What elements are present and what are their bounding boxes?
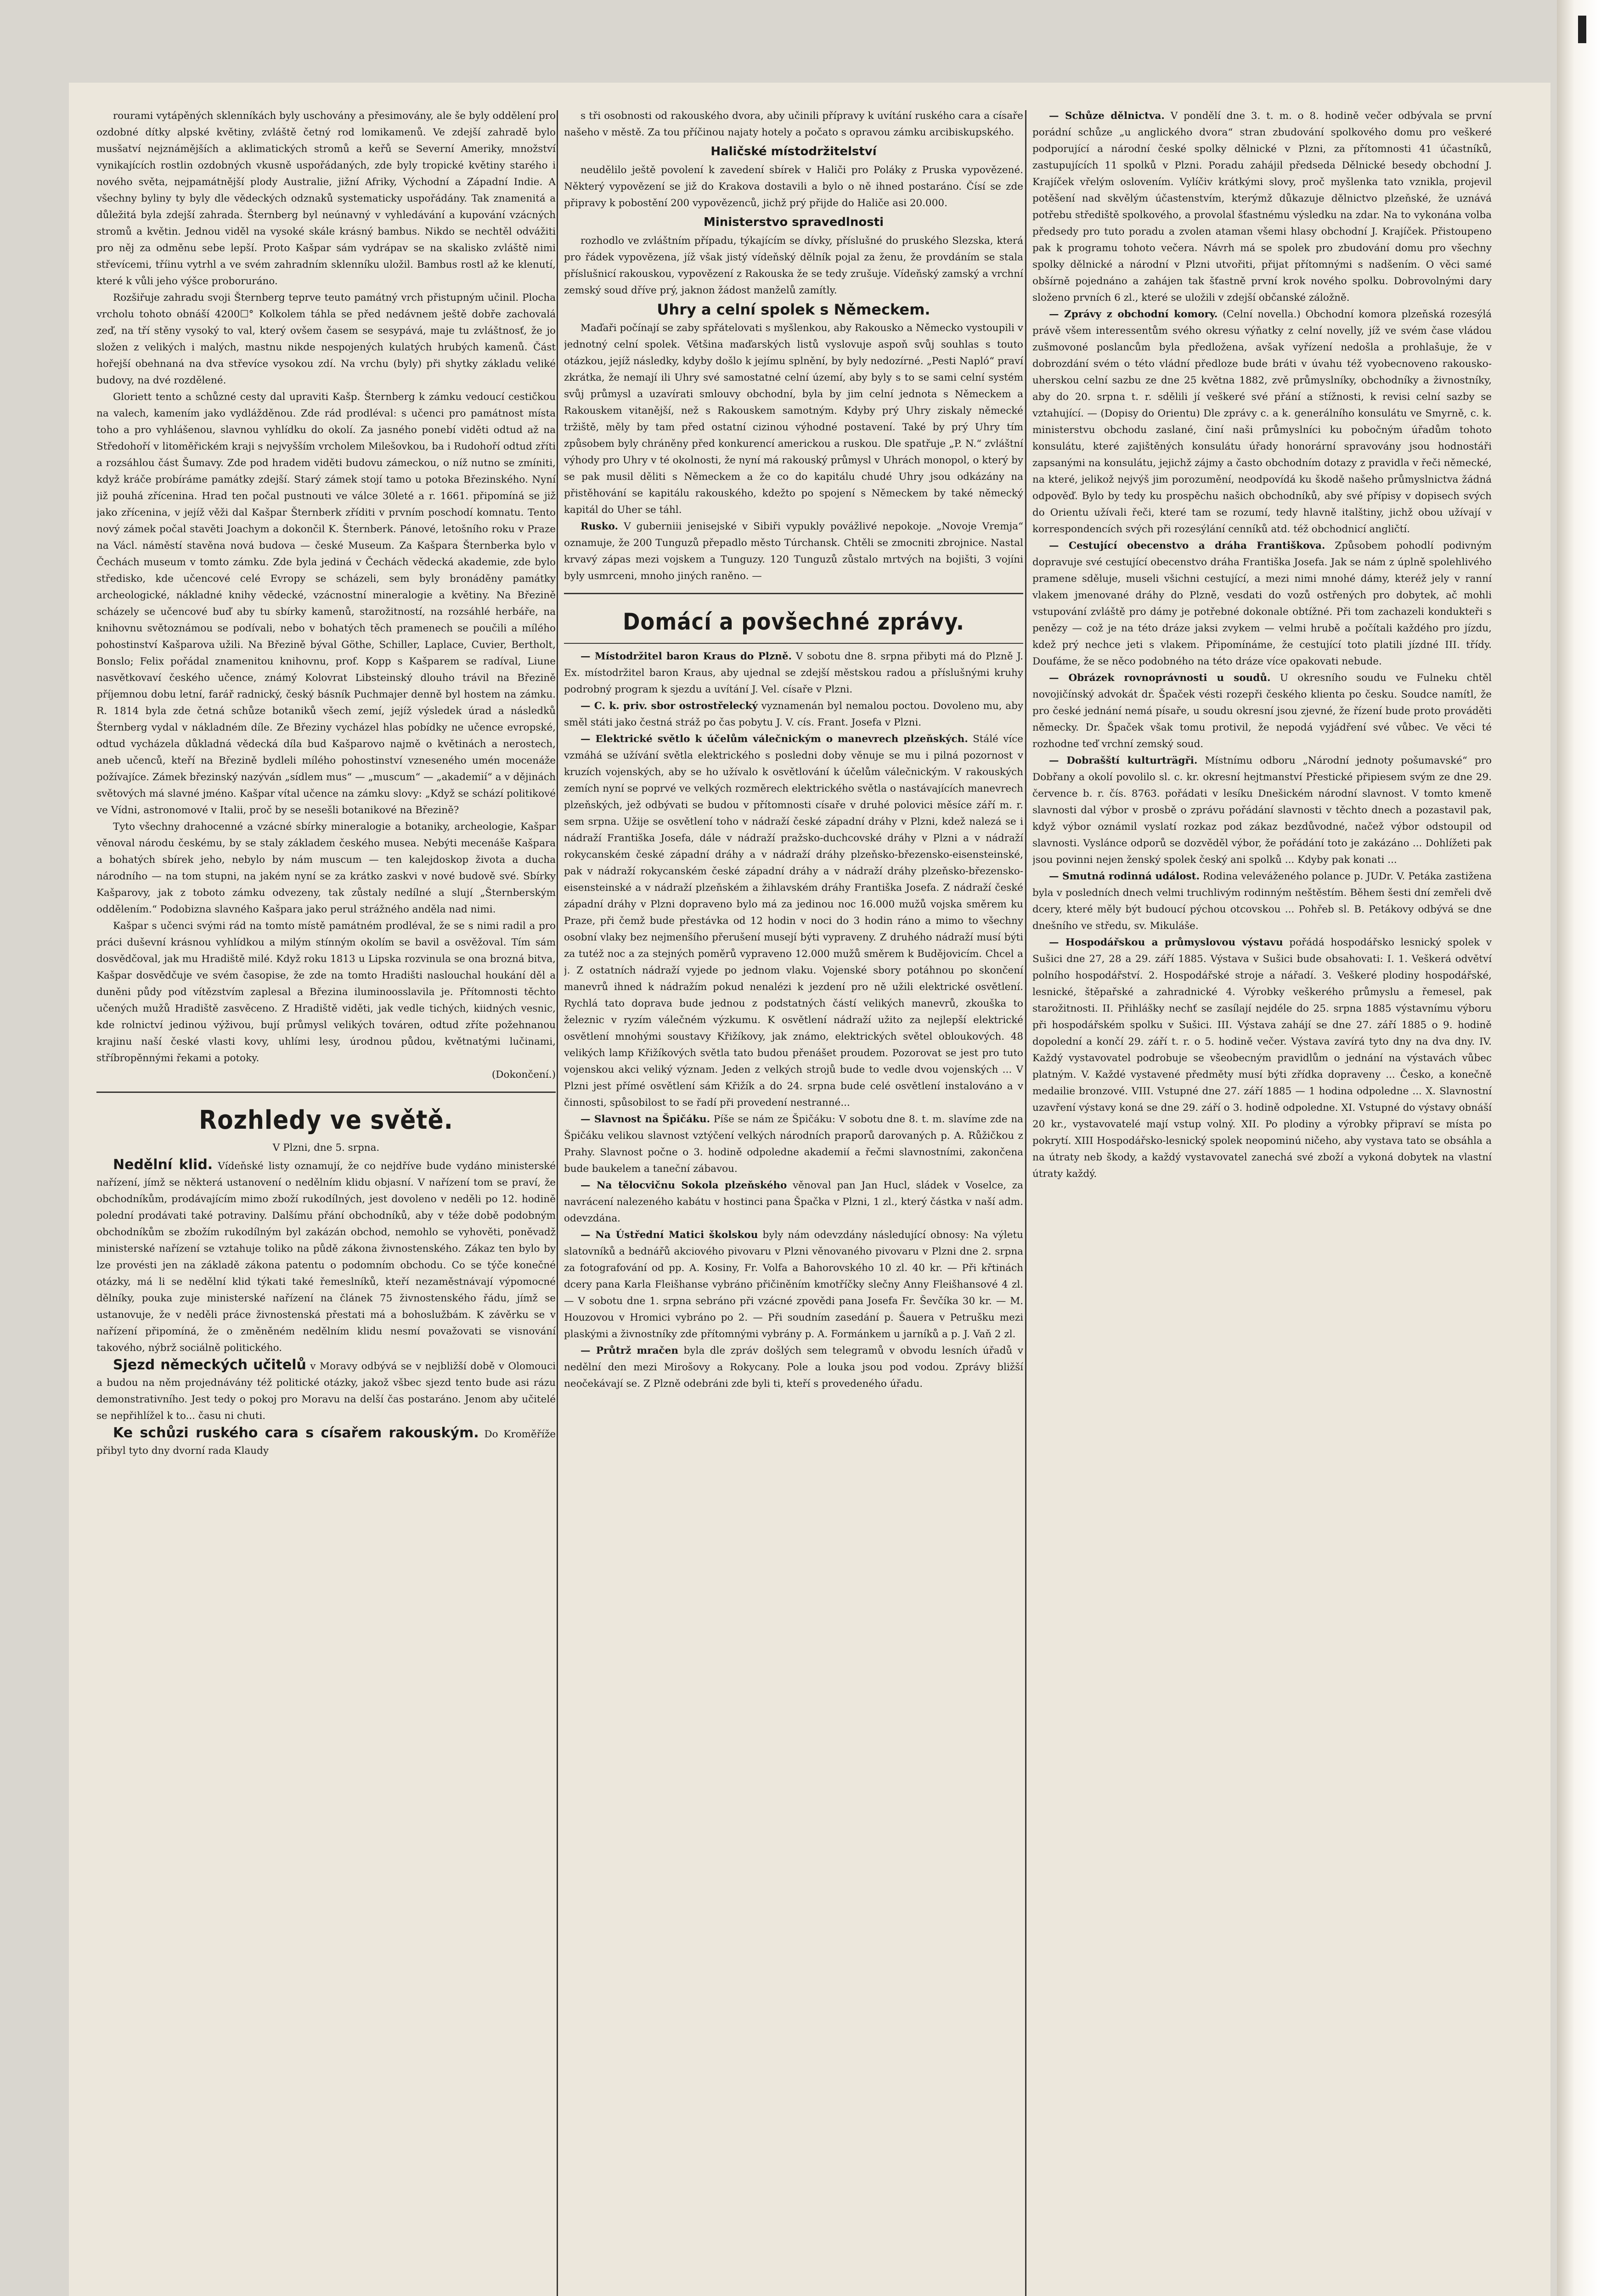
news-text: U okresního soudu ve Fulneku chtěl novojičínský advokát dr. Špaček vésti rozepři českého klienta po česku. Soudce namítl, že pro české jednání nemá písaře, u soudu okresní jsou zjevné, že řízení bude proto prováděti německy. Dr. Špaček však tomu protivil, že nepodá vyjádření své vůbec. Ve věci té rozhodne teď vrchní zemský soud. — [1032, 672, 1492, 750]
article-paragraph: rourami vytápěných sklenníkách byly uschovány a přesimovány, ale še byly oddělení pro ozdobné dítky alpské květiny, zvláště četný rod lomikamenů. Ve zdejší zahradě bylo musšatví nejznámějších a aklimatických stromů a keřů se Severní Ameriky, množství vynikajících rostlin ozdobných vkusně uspořádaných, zde byly tropické květiny starého i nového světa, nejpamátnější plody Australie, jižní Afriky, Východní a Západní Indie. A všechny byliny ty byly dle vědeckých odznaků systematicky uspořádány. Tak znamenitá a důležitá byla zdejší zahrada. Šternberg byl neúnavný v vyhledávání a kupování vzácných stromů a květin. Jednou viděl na vysoké skále krásný bambus. Nikdo se nechtěl odvážiti pro něj za odměnu sebe lepší. Proto Kašpar sám vydrápav se na skalisko zvláště nimi střevícemi, tříinu vytrhl a ve svém zahradním sklenníku uložil. Bambus rostl až ke klenutí, které k vůli jeho výšce proboruráno. — [96, 110, 556, 287]
news-lead: — Místodržitel baron Kraus do Plzně. — [581, 651, 792, 662]
page-edge — [1557, 0, 1601, 2296]
news-text: Do Kroměříže přibyl tyto dny dvorní rada Klaudy — [96, 1429, 556, 1457]
column-right — [1032, 108, 1492, 2296]
news-item — [1032, 108, 1492, 306]
column-rule-1 — [557, 110, 558, 2296]
news-item — [1032, 934, 1492, 1182]
news-heading: Ministerstvo spravedlnosti — [703, 215, 884, 229]
news-text: věnoval pan Jan Hucl, sládek v Voselce, za navrácení nalezeného kabátu v hostinci pana Špačka v Plzni, 1 zl., který částka v naší adm. odevzdána. — [564, 1180, 1023, 1224]
edge-mark — [1578, 16, 1586, 43]
news-lead: — Cestující obecenstvo a dráha Františkova. — [1049, 540, 1325, 551]
section-title-home: Domácí a povšechné zprávy. — [623, 608, 964, 635]
continuation-note: (Dokončení.) — [491, 1069, 556, 1080]
news-item — [1032, 306, 1492, 538]
news-text: Rodina veleváženého polance p. JUDr. V. Petáka zastižena byla v posledních dnech velmi truchlivým rodinným neštěstím. Během šesti dní zemřeli dvě dcery, které měly být budoucí pýchou otcovskou ... Pohřeb sl. B. Petákovy odbývá se dne dnešního ve středu, sv. Mikuláše. — [1032, 871, 1492, 932]
news-item — [1032, 670, 1492, 753]
news-text: V sobotu dne 8. srpna přibyti má do Plzně J. Ex. místodržitel baron Kraus, aby ujednal se zdejší městskou radou a příslušnými kruhy podrobný program k sjezdu a uvítání J. Vel. císaře v Plzni. — [564, 651, 1023, 695]
news-text: V guberniii jenisejské v Sibiři vypukly povážlivé nepokoje. „Novoje Vremja“ oznamuje, že 200 Tunguzů přepadlo město Túrchansk. Chtěli se zmocniti zbrojnice. Nastal krvavý zápas mezi vojskem a Tunguzy. 120 Tunguzů zůstalo mrtvých na bojišti, 3 vojíni byly usmrceni, mnoho jiných raněno. — — [564, 521, 1023, 582]
news-lead: — Na tělocvičnu Sokola plzeňského — [581, 1180, 787, 1191]
news-item — [564, 731, 1023, 1111]
news-text: Místnímu odboru „Národní jednoty pošumavské“ pro Dobřany a okolí povolilo sl. c. kr. okresní hejtmanství Přestické připiesem svým ze dne 29. července b. r. čís. 8763. pořádati v lesíku Dnešickém národní slavnost. V tomto kmeně slavnosti dal výbor v prosbě o zprávu pořádání slavnosti v těchto dnech a pozastavil pak, když výbor oznámil vyslatí rozkaz pod zákaz bezdůvodné, načež výbor odstoupil od slavnosti. Vyslánce odporů se dozvěděl výbor, že pořádání toto je zakázáno ... Dohlížeti pak jsou povinni nejen ženský spolek český ani spolků ... Kdyby pak konati ... — [1032, 755, 1492, 866]
news-text: byla dle zpráv došlých sem telegramů v obvodu lesních úřadů v nedělní den mezi Mirošovy a Rokycany. Pole a louka jsou pod vodou. Zprávy bližší neočekávají se. Z Plzně odebráni zde byli ti, kteří s provedeného úřadu. — [564, 1345, 1023, 1390]
article-paragraph: s tři osobnosti od rakouského dvora, aby učinili přípravy k uvítání ruského cara a císaře našeho v městě. Za tou příčinou najaty hotely a počato s opravou zámku arcibiskupského. — [564, 110, 1023, 138]
news-text: neudělilo ještě povolení k zavedení sbírek v Haliči pro Poláky z Pruska vypovězené. Některý vypovězení se již do Krakova dostavili a bylo o ně ihned postaráno. Čísí se zde připravy k pobostění 200 vypovězenců, jichž prý přijde do Haliče asi 20.000. — [564, 164, 1023, 209]
news-text: Stálé více vzmáhá se užívání světla elektrického s posledni doby věnuje se mu i pilná pozornost v kruzích vojenských, aby se ho užívalo k osvětlování k účelům válečnickým. V rakouských zemích nyní se poprvé ve velkých rozměrech elektrického světla o nastávajících manevrech plzeňských, jež odbývati se budou v přítomnosti císaře v druhé polovici měsíce září m. r. sem srpna. Užije se osvětlení toho v nádraží české západní dráhy v Plzni, kdež nalezá se i nádraží Františka Josefa, dále v nádraží pražsko-duchcovské dráhy v Plzni a v nádraží rokycanském české západní dráhy a v nádraží dráhy plzeňsko-březensko-eisensteinské, pak v nádraží rokycanském české západní dráhy a v nádraží dráhy plzeňsko-březensko-eisensteinské a v nádraží plzeňském a žihlavském dráhy Františka Josefa. Z nádraží české západní dráhy v Plzni dopraveno bylo má za jedinou noc 16.000 mužů vojska směrem ku Praze, při čemž bude přestávka od 12 hodin v noci do 3 hodin ráno a mimo to všechny osobní vlaky bez nejmenšího přerušení musejí býti vypraveny. Z druhého nádraží musí býti za tutéž noc a za stejných poměrů vypraveno 12.000 mužů směrem k Budějovicím. Chcel a j. Z ostatních nádraží vyjede po jednom vlaku. Vojenské sbory potáhnou po skončení manevrů ihned k nádražím pokud nenalézi k jezdení pro ně užili elektrické osvětlení. Rychlá tato doprava bude jednou z podstatných částí velikých manevrů, zkouška to železnic v ryzím válečném výzkumu. K osvětlení nádraží užito za nejlepší elektrické osvětlení mnohými soustavy Křižíkovy, jak známo, elektrických světel obloukových. 48 velikých lamp Křižíkových světla tato budou přenášet proudem. Pozorovat se jest pro tuto vojenskou akci veliký význam. Jeden z velkých strojů bude to vedle dvou vojenských ... V Plzni jest přímé osvětlení sám Křižík a do 24. srpna bude celé osvětlení instalováno a v činnosti, spůsobilost to se řadí při provedení nestranné... — [564, 733, 1023, 1109]
news-lead: — Zprávy z obchodní komory. — [1049, 309, 1218, 320]
news-text: Způsobem pohodlí podivným dopravuje své cestující obecenstvo dráha Františka Josefa. Jak se nám z úplně spolehlivého pramene sděluje, museli všichni cestující, a mezi nimi mnohé dámy, kteréž jely v ranní vlakem jmenované dráhy do Plzně, vesdati do vozů ostřených pro dobytek, ač mohli vstupování zvláště pro dámy je potřebné dokonale obtížné. Při tom zachazeli kondukteři s penězy — což je na této dráze jaksi zvykem — velmi hrubě a počítali každého pro jízdu, kdež prý nechce jeti s vlakem. Připomínáme, že cestující toto platili jízdné III. třídy. Doufáme, že se něco podobného na této dráze více opakovati nebude. — [1032, 540, 1492, 667]
news-text: vyznamenán byl nemalou poctou. Dovoleno mu, aby směl státi jako čestná stráž po čas pobytu J. V. cís. Frant. Josefa v Plzni. — [564, 700, 1023, 728]
news-item — [564, 648, 1023, 698]
news-lead: — Dobrašští kulturträgři. — [1049, 755, 1198, 766]
article-paragraph: Tyto všechny drahocenné a vzácné sbírky mineralogie a botaniky, archeologie, Kašpar věnoval národu českému, by se staly základem českého musea. Nebýti mecenáše Kašpara a bohatých sbírek jeho, nebylo by nám muscum — ten kalejdoskop života a ducha národního — na tom stupni, na jakém nyní se za krátko zaskvi v nové budově své. Sbírky Kašparovy, jak z toboto zámku odvezeny, tak zůstaly nedílné a slují „Šternberským oddělením.“ Podobizna slavného Kašpara jako perul strážného anděla nad nimi. — [96, 821, 556, 915]
news-item — [564, 1177, 1023, 1227]
news-item — [564, 1227, 1023, 1343]
dateline: V Plzni, dne 5. srpna. — [272, 1142, 380, 1154]
article-paragraph: Gloriett tento a schůzné cesty dal upraviti Kašp. Šternberg k zámku vedoucí cestičkou na valech, kamením jako vydlážděnou. Zde rád prodlévalː s učenci pro památnost místa toho a pro vyhlášenou, slavnou vyhlídku do okolí. Za jasného ponebí viděti odtud až na Středohoří v litoměřickém kraji s nejvyšším vrcholem Milešovkou, ba i Rudohoří odtud zříti a rozsáhlou část Šumavy. Zde pod hradem viděti budovu zámeckou, o níž nutno se zmíniti, když kráče probíráme památky zdejší. Starý zámek stojí tamo u potoka Březinského. Nyní již pouhá zřícenina. Hrad ten počal pustnouti ve válce 30leté a r. 1661. připomíná se již jako zřícenina, v jejíž věži dal Kašpar Šternberk zříditi v prvním poschodí komnatu. Tento nový zámek počal stavěti Joachym a dokončil K. Šternberk. Pánové, letošního roku v Praze na Václ. náměstí stavěna nová budova — české Museum. Za Kašpara Šternberka bylo v Čechách museum v tomto zámku. Zde byla jediná v Čechách vědecká akademie, zde bylo středisko, kde učencové celé Evropy se scházeli, sem byly bronáděny památky archeologické, nákladné knihy vědecké, vzácnostní mineralogie a květiny. Na Březině scházely se učencové buď aby tu sbírky kamenů, starožitností, na rozsáhlé herbáře, na knihovnu světoznámou se podívali, nebo v bohatých těch pramenech se poučili a mílého pohostinství Kašparova užili. Na Březině býval Göthe, Schiller, Laplace, Cuvier, Bertholt, Bonslo; Felix pořádal znamenitou knihovnu, prof. Kopp s Kašparem se radíval, Liune nasvětkovaví českého učence, známý Kolovrat Libsteinský dlouho trávil na Březině příjemnou dobu letní, farář radnický, český básník Puchmajer denně byl hostem na zámku. R. 1814 byla zde četná schůze botaniků všech zemí, jejíž výsledek úrad a následků Šternberg vydal v nákladném díle. Ze Březiny vycházel hlas pobídky ne učence evropské, odtud vycházela důkladná vědecká díla bud Kašparovo najmě o květinách a nerostech, aneb učenců, kteří na Březině bydleli mílého pohostinství vzneseného umén mocenáže požívajíce. Zámek březinský nazýván „sídlem mus“ — „muscum“ — „akademií“ a v dějinách světových má slavné jméno. Kašpar vítal učence na zámku slovy: „Když se schází politikové ve Vídni, astronomové v Italii, proč by se nesešli botanikové na Březině? — [96, 391, 556, 816]
news-item — [96, 1356, 556, 1424]
news-text: Vídeňské listy oznamují, že co nejdříve bude vydáno ministerské nařízení, jímž se některá ustanovení o nedělním klidu objasní. V nařízení tom se praví, že obchodníkům, prodávajícím mimo zboží rukodílných, jest dovoleno v neděli po 12. hodině polední prodávati také potraviny. Dalšímu přání obchodníků, aby v téže době podobným obchodníkům se zbožím rukodílným byl zakázán obchod, nemohlo se vyhověti, poněvadž ministerské nařízení se vztahuje toliko na půdě zákona živnostenského. Zákaz ten bylo by lze provésti jen na základě zákona patentu o podomním obchodu. Co se týče konečné otázky, má li se nedělní klid týkati také řemeslníků, kteří nezaměstnávají výpomocné dělníky, pouka zuje ministerské nařízení na článek 75 živnostenského řádu, jímž se ustanovuje, že v neděli práce živnostenská přestati má a bohoslužbám. K závěrku se v nařízení připomíná, že o změněném nedělním klidu nesmí považovati se visnování takového, nýbrž sociálně politického. — [96, 1160, 556, 1354]
section-divider — [564, 643, 1023, 644]
section-divider — [96, 1092, 556, 1093]
news-item — [1032, 538, 1492, 670]
news-lead: Rusko. — [581, 521, 618, 532]
news-item — [1032, 868, 1492, 934]
news-lead: — Elektrické světlo k účelům válečnickým o manevrech plzeňských. — [581, 733, 968, 745]
news-lead: Nedělní klid. — [113, 1157, 213, 1173]
news-lead: — Na Ústřední Matici školskou — [581, 1229, 758, 1241]
news-lead: — Průtrž mračen — [581, 1345, 678, 1356]
news-lead: — Schůze dělnictva. — [1049, 110, 1165, 122]
news-item — [1032, 753, 1492, 868]
news-text: V pondělí dne 3. t. m. o 8. hodině večer odbývala se první porádní schůze „u anglického dvora“ stran zbudování spolkového domu pro veškeré podporující a národní české spolky dělnické v Plzni, za přítomnosti 41 účastníků, zastupujících 11 spolků v Plzni. Poradu zahájil předseda Dělnické besedy obchodní J. Krajíček vřelým oslovením. Vylíčiv krátkými slovy, proč myšlenka tato vznikla, projevil potěšení nad skvělým účastenstvím, kterýmž důkazuje dělnictvo plzeňské, že uznává potřebu střediště spolkového, a provolal šťastnému výsledku na zdar. Na to vykonána volba předsedy pro tuto poradu a zvolen ataman všemi hlasy obchodní J. Krajíček. Přistoupeno pak k programu tohoto večera. Návrh má se spolek pro zbudování domu pro všechny spolky dělnické a národní v Plzni utvořiti, přijat přítomnými s nadšením. O věci samé obšírně pojednáno a zahájen tak šťastně první krok nového spolku. Dobrovolnými dary složeno prvních 6 zl., které se uložili v zdejší občanské záložně. — [1032, 110, 1492, 304]
news-lead: — Obrázek rovnoprávnosti u soudů. — [1049, 672, 1271, 684]
news-lead: Sjezd německých učitelů — [113, 1357, 306, 1373]
news-text: byly nám odevzdány následující obnosy: Na výletu slatovníků a bednářů akciového pivovaru v Plzni věnovaného pivovaru v Plzni dne 2. srpna za fotografování od pp. A. Kosiny, Fr. Volfa a Bahorovského 10 zl. 40 kr. — Při křtinách dcery pana Karla Fleišhanse vybráno přičiněním kmotříčky slečny Anny Fleišhansové 4 zl. — V sobotu dne 1. srpna sebráno při vzácné zpovědi pana Josefa Fr. Ševčíka 30 kr. — M. Houzovou v Hromici vybráno po 2. — Při soudním zasedání p. Šauera v Petrušku mezi plaskými a živnostníky zde přítomnými vybrány p. A. Formánkem u jarníků a p. J. Vaň 2 zl. — [564, 1229, 1023, 1340]
article-paragraph: Kašpar s učenci svými rád na tomto místě památném prodléval, že se s nimi radil a pro práci duševní krásnou vyhlídkou a milým stínným okolím se bavil a osvěžoval. Tím sám dosvědčoval, jak mu Hradiště milé. Když roku 1813 u Lipska rozvinula se ona brozná bitva, Kašpar dosvědčuje ve svém časopise, že zde na tomto Hradišti naslouchal houkání děl a duněni půdy pod vítězstvím zaplesal a Březina iluminoosslavila je. Přítomnosti těchto učených mužů Hradiště zasvěceno. Z Hradiště viděti, jak vedle tichých, kiidných vesnic, kde rolnictví jedinou výživou, bují průmysl velikých továren, odtud zříte požehnanou krajinu naší české vlasti kovy, uhlími lesy, úrodnou půdou, květnatými lučinami, stříbropěnnými řekami a potoky. — [96, 920, 556, 1064]
news-text: v Moravy odbývá se v nejbližší době v Olomouci a budou na něm projednávány též politické otázky, jakož všbec sjezd tento bude asi rázu demonstrativního. Jest tedy o pokoj pro Moravu na delší čas postaráno. Jenom aby učitelé se nepřihlížel k to... času ni chuti. — [96, 1361, 556, 1422]
news-item — [564, 1111, 1023, 1177]
news-lead: Ke schůzi ruského cara s císařem rakouským. — [113, 1425, 479, 1441]
news-item — [564, 1343, 1023, 1392]
news-item — [564, 698, 1023, 731]
news-lead: — Hospodářskou a průmyslovou výstavu — [1049, 937, 1283, 948]
news-text: Píše se nám ze Špičáku: V sobotu dne 8. t. m. slavíme zde na Špičáku velikou slavnost vztýčení velkých národních praporů darovaných p. A. Růžičkou z Prahy. Slavnost počne o 3. hodině odpoledne akademií a řečmi slavnostními, zakončena bude baukelem a taneční zábavou. — [564, 1114, 1023, 1175]
column-left — [96, 108, 556, 2296]
news-text: Maďaři počínají se zaby spřátelovati s myšlenkou, aby Rakousko a Německo vystoupili v jednotný celní spolek. Většina maďarských listů vyslovuje aspoň svůj souhlas s touto otázkou, jejíž následky, kdyby došlo k jejímu splnění, by byly nedozírné. „Pesti Napló“ praví zkrátka, že nemají ili Uhry své samostatné celní území, aby byly s to se sami celní systém svůj průmysl a uzavírati smlouvy obchodní, byla by jim celní jednota s Německem a Rakouskem vitanější, než s Rakouskem samotným. Kdyby prý Uhry ziskaly německé tržiště, měly by tam před ostatní cizinou výhodné postavení. Také by prý Uhry tím způsobem byly chráněny před konkurencí americkou a ruskou. Dle spatřuje „P. N.“ zvláštní výhody pro Uhry v té okolnosti, že nyní má rakouský průmysl v Uhrách monopol, o který by se pak musil děliti s Německem a že co do kapitálu chudé Uhry jsou odkázány na přistěhování se kapitálu rakouského, kdežto po spojení s Německem by také německý kapitál do Uher se táhl. — [564, 322, 1023, 516]
news-lead: — Smutná rodinná událost. — [1049, 871, 1200, 882]
news-item — [96, 1424, 556, 1459]
news-text: rozhodlo ve zvláštním případu, týkajícím se dívky, příslušné do pruského Slezska, která pro řádek vypovězena, jíž však jistý vídeňský dělník pojal za ženu, že provdáním se stala příslušnicí rakouskou, vypovězení z Rakouska že se tedy zrušuje. Vídeňský zamský a vrchní zemský soud dříve prý, jaknon žádost manželů zamítly. — [564, 235, 1023, 296]
article-paragraph: Rozšiřuje zahradu svoji Šternberg teprve teuto památný vrch přistupným učinil. Plocha vrcholu tohoto obnáší 4200☐° Kolkolem táhla se před nedávnem ještě dobře zachovalá zeď, na tří stěny vysoký to val, který ovšem časem se sesypává, maje tu zvláštnosť, že jo složen z velikých i malých, mastnu nikde nespojených kulatých hrubých kamenů. Část hořejší obehnaná na dva střevíce vysokou zdí. Na vrchu (byly) při shytky základu veliké budovy, na dvé rozdělené. — [96, 292, 556, 386]
news-item — [564, 518, 1023, 585]
news-lead: — C. k. priv. sbor ostrostřelecký — [581, 700, 758, 712]
news-heading: Uhry a celní spolek s Německem. — [657, 301, 930, 318]
section-title-world: Rozhledy ve světě. — [199, 1105, 453, 1135]
news-heading: Haličské místodržitelství — [710, 145, 877, 158]
section-divider — [564, 593, 1023, 594]
column-rule-2 — [1025, 110, 1026, 2296]
news-lead: — Slavnost na Špičáku. — [581, 1114, 710, 1125]
news-text: pořádá hospodářsko lesnický spolek v Sušici dne 27, 28 a 29. září 1885. Výstava v Sušici bude obsahovati: I. 1. Veškerá odvětví polního hospodářství. 2. Hospodářské stroje a nářadí. 3. Veškeré plodiny hospodářské, lesnické, štěpařské a zahradnické 4. Výrobky veškerého průmyslu a řemesel, pak starožitnosti. II. Přihlášky nechť se zasílají nejdéle do 25. srpna 1885 výstavnímu výboru při hospodářském spolku v Sušici. III. Výstava zahájí se dne 27. září 1885 o 9. hodině dopolední a končí 29. září t. r. o 5. hodině večer. Výstava zavírá tyto dny na dva dny. IV. Každý vystavovatel podrobuje se všeobecným pravidlům o jednání na výstavách vůbec platným. V. Každé vystavené předměty musí býti zřídka dopraveny ... Česko, a konečně medailie bronzové. VIII. Vstupné dne 27. září 1885 — 1 hodina odpoledne ... X. Slavnostní uzavření výstavy koná se dne 29. září o 3. hodině odpoledne. XI. Vstupné do výstavy obnáší 20 kr., vystavovatelé mají vstup volný. XII. Po plodiny a výrobky připraví se místa po pokrytí. XIII Hospodářsko-lesnický spolek neopominú ničeho, aby vystava tato se obsáhla a na útraty neb škody, a každý vystavovatel zanechá své zboží a vykoná dobytek na vlastní útraty každý. — [1032, 937, 1492, 1180]
news-item — [96, 1156, 556, 1356]
column-middle — [564, 108, 1023, 2296]
news-text: (Celní novella.) Obchodní komora plzeňská rozesýlá právě všem interessentům svého okresu výňatky z celní novelly, jíž ve svém čase vládou zušmovoné poslancům byla předložena, avšak vyřízení nedošla a prohlašuje, že v dobrozdání svém o této vládní předloze bude bráti v úvahu též vyobecnoveno rakousko-uherskou celní sazbu ze dne 25 května 1882, zvě průmyslníky, obchodníky a živnostníky, aby do 20. srpna t. r. sdělili jí veškeré své přání a stížnosti, k revisi celní sazby se vztahující. — (Dopisy do Orientu) Dle zprávy c. a k. generálního konsulátu ve Smyrně, c. k. ministerstvu obchodu zaslané, činí naši průmyslníci ku pobočným úřadům tohoto konsulátu, které zajištěných konsulátu úřady honorární spravovány jsou hodnostáři zapsanými na konsulátu, jejichž zájmy a často obchodním dotazy z pravidla v řeči německé, na které, jelikož nejvýš jim porozumění, neodpovídá ku škodě našeho průmyslnictva žádná odpověď. Bylo by tedy ku prospěchu našich obchodníků, aby své přípisy v dopisech svých do Orientu užívali řeči, které tam se rozumí, tedy hlavně italštiny, jichž obou užívají v korrespondencích svých při rozesýlání cenníků atd. též obchodnicí angličtí. — [1032, 309, 1492, 535]
